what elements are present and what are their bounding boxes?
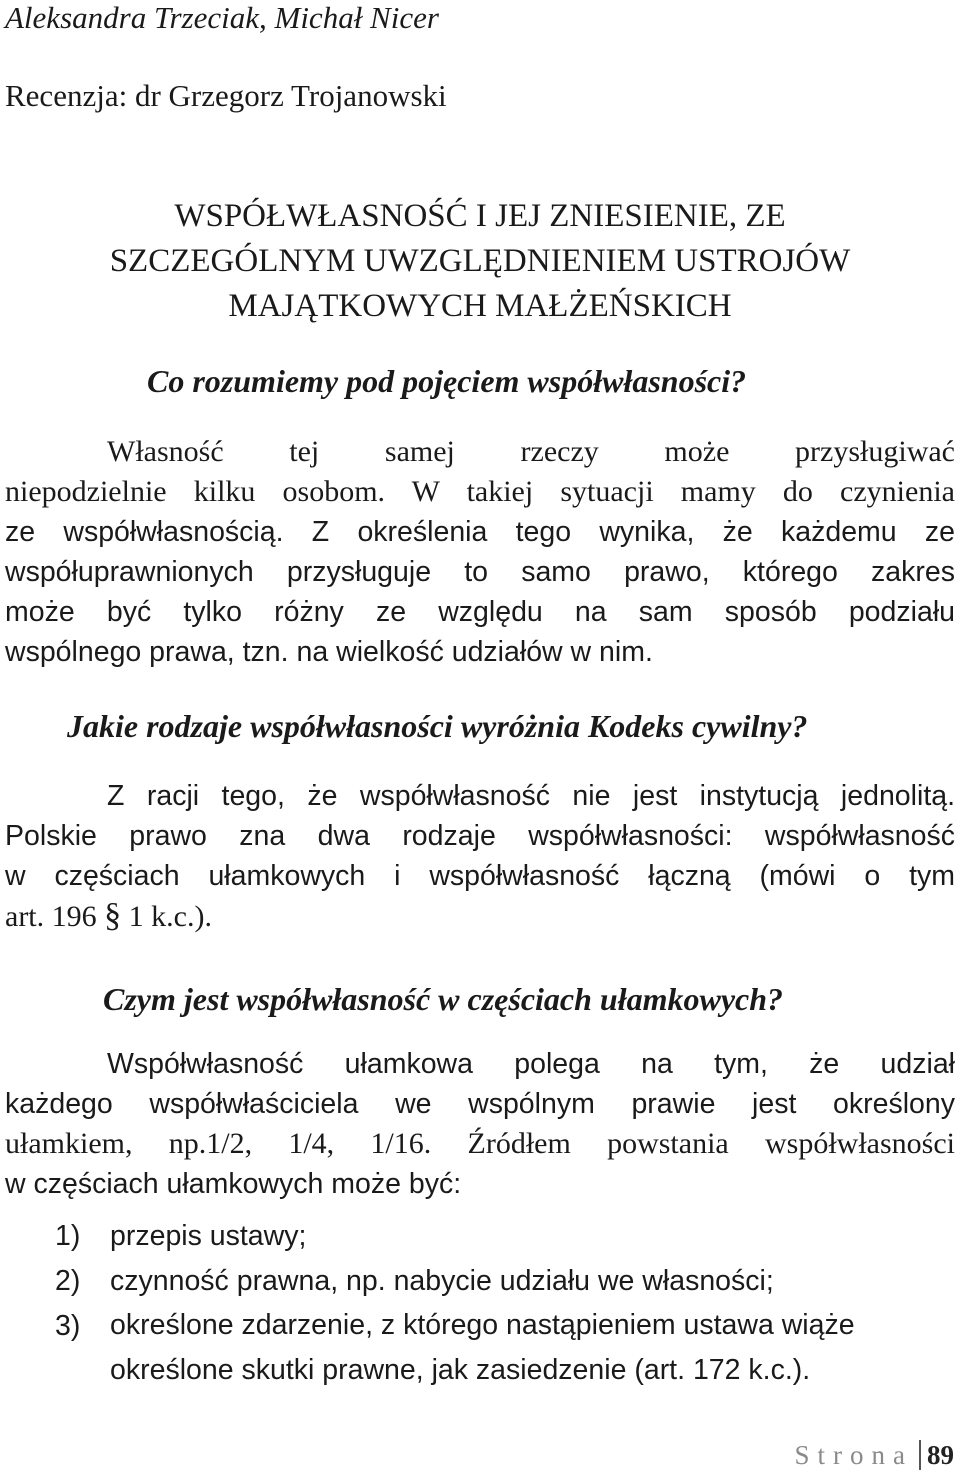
paragraph-line: ze współwłasnością. Z określenia tego wynika, że każdemu ze [5,516,955,548]
document-title [0,194,960,329]
numbered-list [55,1216,960,1396]
section-sign: § [104,897,122,934]
list-number: 2) [55,1265,81,1297]
paragraph [5,776,955,936]
question-heading: Czym jest współwłasność w częściach ułamkowych? [103,981,784,1017]
title-line: WSPÓŁWŁASNOŚĆ I JEJ ZNIESIENIE, ZE [174,198,786,234]
title-line: SZCZEGÓLNYM UWZGLĘDNIENIEM USTROJÓW [109,243,851,279]
paragraph-line: współuprawnionych przysługuje to samo prawo, którego zakres [5,556,955,588]
reviewer: Recenzja: dr Grzegorz Trojanowski [5,78,447,113]
list-item [55,1261,960,1306]
paragraph-line: każdego współwłaściciela we wspólnym prawie jest określony [5,1088,955,1120]
paragraph-line: w częściach ułamkowych może być: [5,1168,462,1200]
authors: Aleksandra Trzeciak, Michał Nicer [5,0,439,35]
page-footer [795,1440,955,1470]
paragraph-line: Własność tej samej rzeczy może przysługiwać [107,435,955,468]
paragraph-line: może być tylko różny ze względu na sam sposób podziału [5,596,955,628]
paragraph-line: ułamkiem, np.1/2, 1/4, 1/16. Źródłem powstania współwłasności [5,1127,955,1160]
question-heading: Jakie rodzaje współwłasności wyróżnia Kodeks cywilny? [67,708,808,744]
question-heading: Co rozumiemy pod pojęciem współwłasności? [147,363,747,399]
paragraph-line: wspólnego prawa, tzn. na wielkość udziałów w nim. [5,636,653,668]
paragraph-line: art. 196 § 1 k.c.). [5,897,212,934]
paragraph [5,1044,955,1204]
list-number: 1) [55,1220,81,1252]
title-line: MAJĄTKOWYCH MAŁŻEŃSKICH [228,288,732,324]
list-text: czynność prawna, np. nabycie udziału we własności; [110,1265,774,1297]
page-label: Strona [794,1440,913,1470]
paragraph-line: w częściach ułamkowych i współwłasność łączną (mówi o tym [5,860,955,892]
list-item [55,1216,960,1261]
paragraph-line: niepodzielnie kilku osobom. W takiej sytuacji mamy do czynienia [5,475,955,508]
paragraph-line: Polskie prawo zna dwa rodzaje współwłasności: współwłasność [5,820,955,852]
page-number: 89 [927,1440,954,1470]
list-number: 3) [55,1310,81,1342]
paragraph-line: Współwłasność ułamkowa polega na tym, że udział [107,1048,955,1080]
list-text: przepis ustawy; [110,1220,307,1252]
list-item [55,1306,960,1396]
paragraph [5,432,955,672]
list-text: określone zdarzenie, z którego nastąpieniem ustawa wiąże określone skutki prawne, jak zasiedzenie (art. 172 k.c.). [110,1309,855,1386]
paragraph-line: Z racji tego, że współwłasność nie jest instytucją jednolitą. [107,780,955,812]
footer-divider [919,1440,921,1470]
